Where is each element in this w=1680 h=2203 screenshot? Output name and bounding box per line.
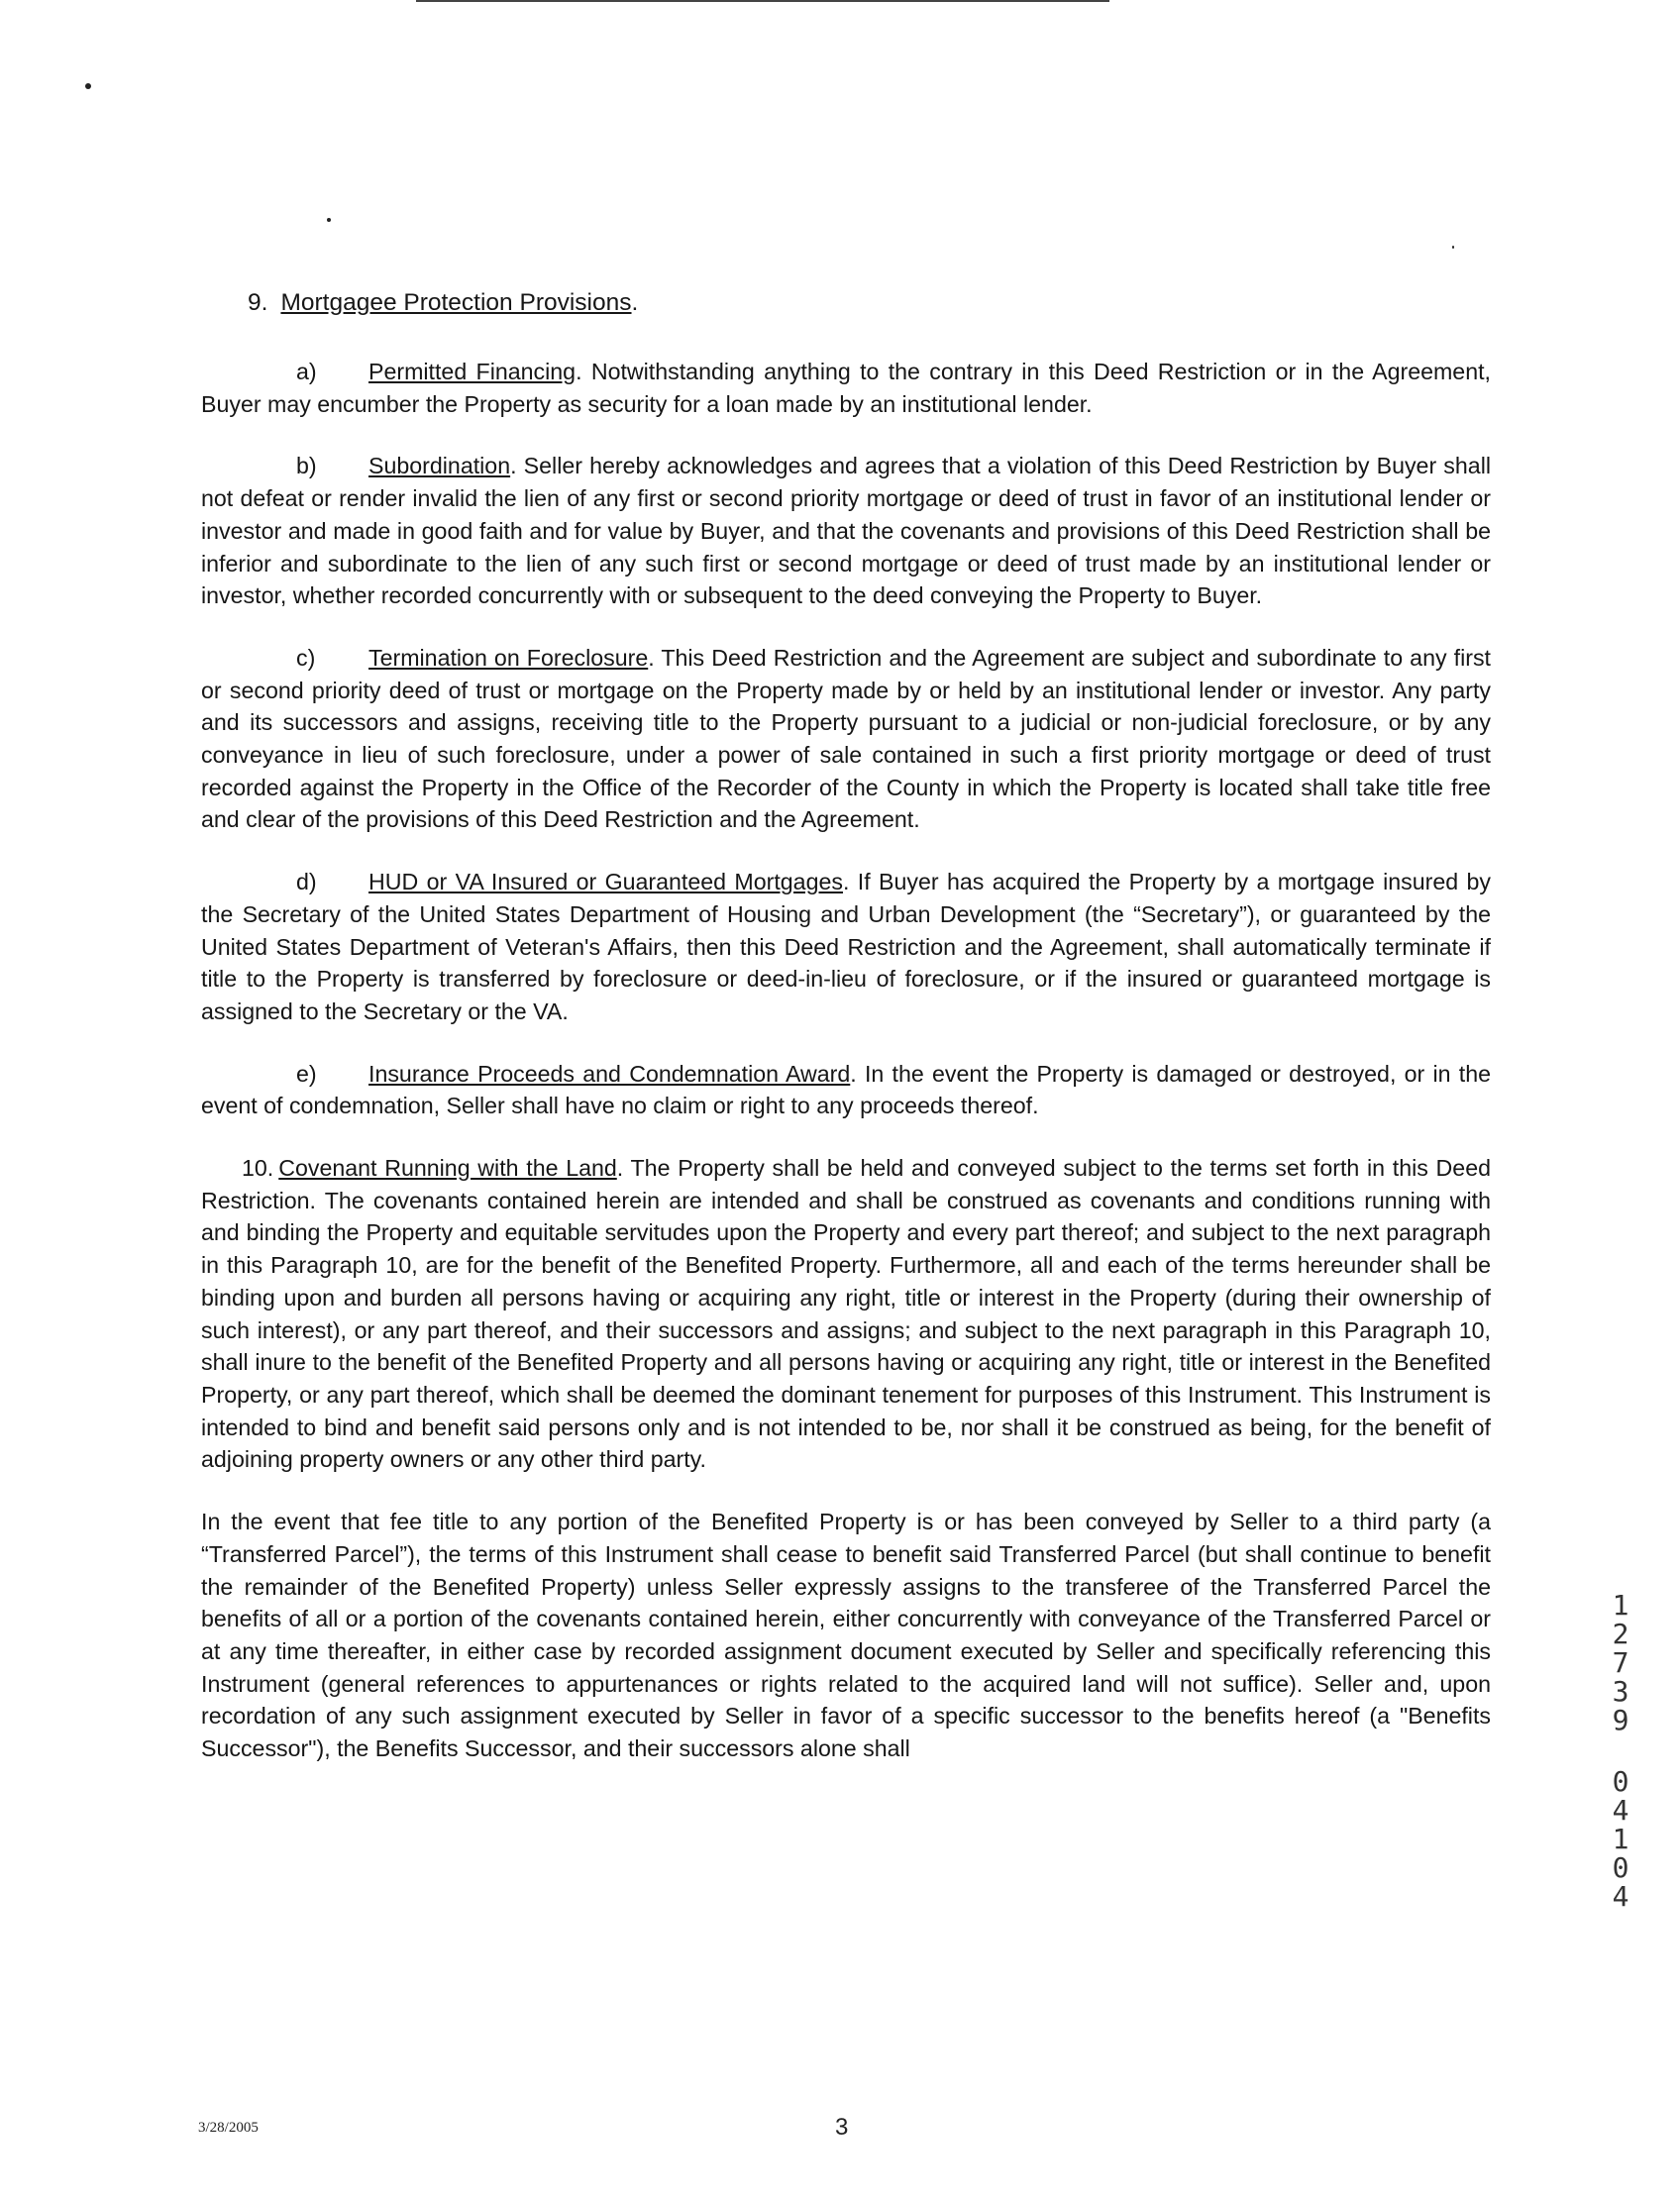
- item-heading: HUD or VA Insured or Guaranteed Mortgages: [368, 869, 843, 895]
- section-number: 10.: [242, 1155, 274, 1182]
- item-heading: Insurance Proceeds and Condemnation Award: [368, 1060, 851, 1087]
- scan-speck: [327, 218, 331, 222]
- paragraph-9a: [201, 356, 1491, 420]
- item-marker: d): [296, 869, 317, 895]
- item-marker: a): [296, 359, 317, 384]
- section-text: . The Property shall be held and conveyed subject to the terms set forth in this Deed Restriction. The covenants contained herein are intended and shall be construed as covenants and conditions running with and binding the Property and equitable servitudes upon the Property and every part thereof; and subject to the next paragraph in this Paragraph 10, are for the benefit of the Benefited Property. Furthermore, all and each of the terms hereunder shall be binding upon and burden all persons having or acquiring any right, title or interest in the Property (during their ownership of such interest), or any part thereof, and their successors and assigns; and subject to the next paragraph in this Paragraph 10, shall inure to the benefit of the Benefited Property and all persons having or acquiring any right, title or interest in the Benefited Property, or any part thereof, which shall be deemed the dominant tenement for purposes of this Instrument. This Instrument is intended to bind and benefit said persons only and is not intended to be, nor shall it be construed as being, for the benefit of adjoining property owners or any other third party.: [201, 1155, 1491, 1473]
- recording-number: 1 2 7 3 9 0 4 1 0 4: [1612, 1589, 1629, 1913]
- scan-top-edge-line: [416, 0, 1109, 2]
- item-text: . Seller hereby acknowledges and agrees that a violation of this Deed Restriction by Buyer shall not defeat or render invalid the lien of any first or second priority mortgage or deed of trust in favor of an institutional lender or investor and made in good faith and for value by Buyer, and that the covenants and provisions of this Deed Restriction shall be inferior and subordinate to the lien of any such first or second mortgage or deed of trust made by an institutional lender or investor, whether recorded concurrently with or subsequent to the deed conveying the Property to Buyer.: [201, 453, 1491, 609]
- paragraph-10: [201, 1152, 1491, 1476]
- paragraph-9b: [201, 450, 1491, 612]
- section-number: 9.: [248, 289, 268, 316]
- item-marker: c): [296, 644, 316, 671]
- item-heading: Termination on Foreclosure: [368, 644, 649, 671]
- item-marker: b): [296, 453, 317, 479]
- document-body: [201, 287, 1491, 1765]
- paragraph-9d: [201, 866, 1491, 1028]
- scan-speck: [1452, 246, 1454, 249]
- paragraph-9e: [201, 1058, 1491, 1122]
- section-title: Mortgagee Protection Provisions: [280, 289, 632, 316]
- section-9-heading: 9. Mortgagee Protection Provisions.: [248, 289, 639, 316]
- item-heading: Permitted Financing: [368, 359, 577, 384]
- page-number: 3: [835, 2114, 849, 2141]
- paragraph-10-continuation: In the event that fee title to any portion of the Benefited Property is or has been conveyed by Seller to a third party (a “Transferred Parcel”), the terms of this Instrument shall cease to benefit said Transferred Parcel (but shall continue to benefit the remainder of the Benefited Property) unless Seller expressly assigns to the transferee of the Transferred Parcel the benefits of all or a portion of the covenants contained herein, either concurrently with conveyance of the Transferred Parcel or at any time thereafter, in either case by recorded assignment document executed by Seller and specifically referencing this Instrument (general references to appurtenances or rights related to the acquired land will not suffice). Seller and, upon recordation of any such assignment executed by Seller in favor of a specific successor to the benefits hereof (a "Benefits Successor"), the Benefits Successor, and their successors alone shall: [201, 1509, 1491, 1762]
- item-text: . Notwithstanding anything to the contrary in this Deed Restriction or in the Agreement, Buyer may encumber the Property as security for a loan made by an institutional lender.: [201, 359, 1491, 417]
- item-text: . This Deed Restriction and the Agreement are subject and subordinate to any first or second priority deed of trust or mortgage on the Property made by or held by an institutional lender or investor. Any party and its successors and assigns, receiving title to the Property pursuant to a judicial or non-judicial foreclosure, or by any conveyance in lieu of such foreclosure, under a power of sale contained in such a first priority mortgage or deed of trust recorded against the Property in the Office of the Recorder of the County in which the Property is located shall take title free and clear of the provisions of this Deed Restriction and the Agreement.: [201, 644, 1491, 833]
- item-heading: Subordination: [368, 453, 511, 479]
- item-marker: e): [296, 1060, 317, 1087]
- item-text: . If Buyer has acquired the Property by a mortgage insured by the Secretary of the United States Department of Housing and Urban Development (the “Secretary”), or guaranteed by the United States Department of Veteran's Affairs, then this Deed Restriction and the Agreement, shall automatically terminate if title to the Property is transferred by foreclosure or deed-in-lieu of foreclosure, or if the insured or guaranteed mortgage is assigned to the Secretary or the VA.: [201, 869, 1491, 1024]
- paragraph-9c: [201, 642, 1491, 836]
- section-title: Covenant Running with the Land: [278, 1155, 617, 1182]
- footer-date: 3/28/2005: [198, 2120, 259, 2136]
- item-text: . In the event the Property is damaged or destroyed, or in the event of condemnation, Seller shall have no claim or right to any proceeds thereof.: [201, 1060, 1492, 1119]
- scan-speck: [85, 83, 91, 89]
